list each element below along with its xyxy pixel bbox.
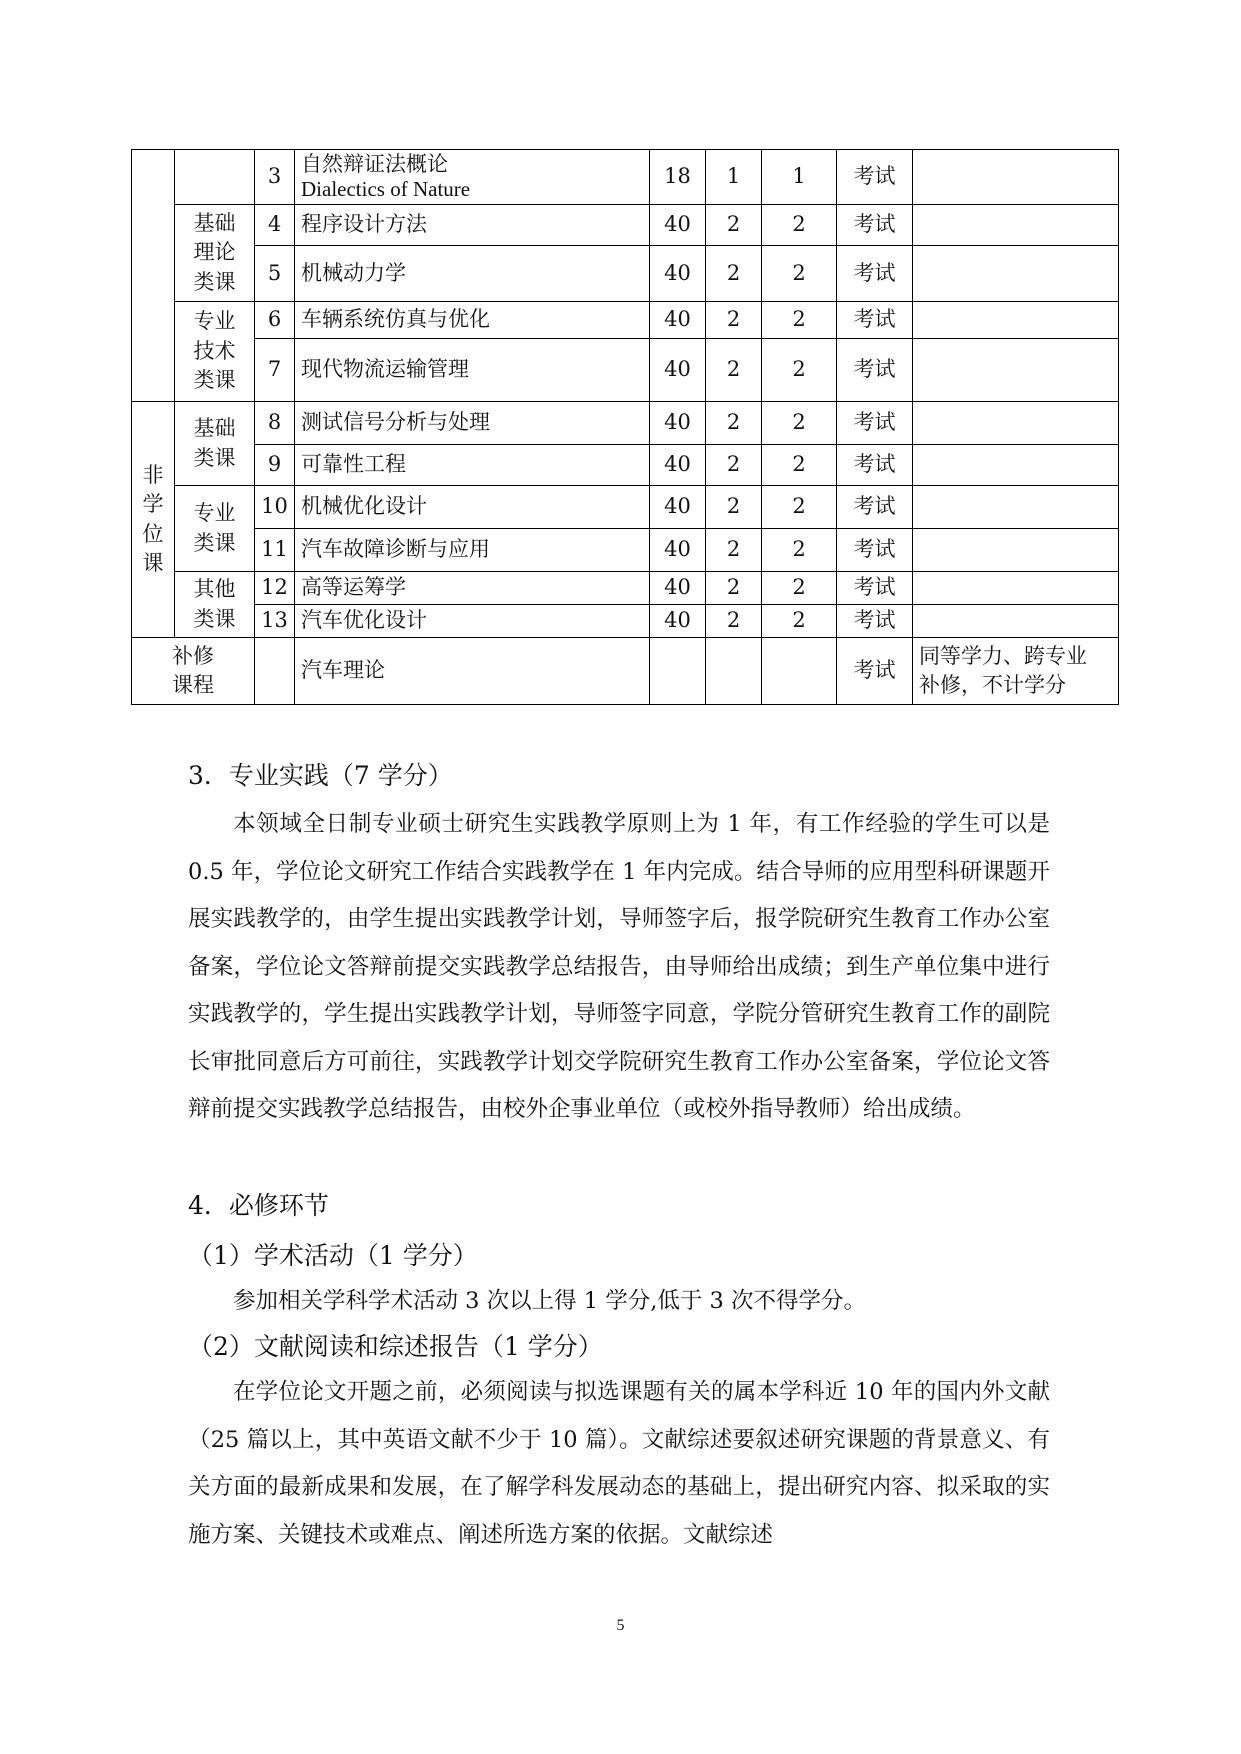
course-assessment: 考试 bbox=[837, 205, 913, 246]
section-3-paragraph: 本领域全日制专业硕士研究生实践教学原则上为 1 年，有工作经验的学生可以是 0.5 年，学位论文研究工作结合实践教学在 1 年内完成。结合导师的应用型科研课题开展实践教学的，由学生提出实践教学计划，导师签字后，报学院研究生教育工作办公室备案，学位论文答辩前提交实践教学总结报告，由导师给出成绩；到生产单位集中进行实践教学的，学生提出实践教学计划，导师签字同意，学院分管研究生教育工作的副院长审批同意后方可前往，实践教学计划交学院研究生教育工作办公室备案，学位论文答辩前提交实践教学总结报告，由校外企事业单位（或校外指导教师）给出成绩。 bbox=[188, 811, 1050, 1122]
course-semester: 2 bbox=[762, 302, 837, 339]
course-no: 9 bbox=[255, 445, 295, 486]
table-row bbox=[132, 572, 1119, 605]
course-semester: 2 bbox=[762, 529, 837, 572]
category-makeup: 补修 课程 bbox=[132, 638, 255, 705]
course-assessment: 考试 bbox=[837, 339, 913, 402]
course-assessment: 考试 bbox=[837, 529, 913, 572]
course-no: 7 bbox=[255, 339, 295, 402]
table-row bbox=[132, 205, 1119, 246]
course-credits: 1 bbox=[706, 150, 762, 205]
course-assessment: 考试 bbox=[837, 402, 913, 445]
course-credits: 2 bbox=[706, 205, 762, 246]
category-professional-tech: 专业 技术 类课 bbox=[175, 302, 255, 402]
course-note bbox=[913, 150, 1119, 205]
course-note bbox=[913, 339, 1119, 402]
course-note bbox=[913, 402, 1119, 445]
course-hours: 40 bbox=[650, 445, 706, 486]
course-name: 机械动力学 bbox=[295, 246, 650, 302]
course-note bbox=[913, 246, 1119, 302]
course-assessment: 考试 bbox=[837, 572, 913, 605]
course-semester: 2 bbox=[762, 246, 837, 302]
course-credits: 2 bbox=[706, 529, 762, 572]
section-4-heading: 4．必修环节 bbox=[188, 1191, 329, 1220]
subsection-1-text: 参加相关学科学术活动 3 次以上得 1 学分,低于 3 次不得学分。 bbox=[233, 1288, 867, 1314]
course-assessment: 考试 bbox=[837, 445, 913, 486]
course-name: 测试信号分析与处理 bbox=[295, 402, 650, 445]
course-name: 可靠性工程 bbox=[295, 445, 650, 486]
course-note: 同等学力、跨专业 补修，不计学分 bbox=[913, 638, 1119, 705]
course-hours: 40 bbox=[650, 529, 706, 572]
course-semester: 2 bbox=[762, 402, 837, 445]
table-row bbox=[132, 486, 1119, 529]
course-hours: 40 bbox=[650, 572, 706, 605]
course-credits: 2 bbox=[706, 246, 762, 302]
category-other: 其他 类课 bbox=[175, 572, 255, 638]
course-semester: 2 bbox=[762, 486, 837, 529]
group-cell-degree bbox=[132, 150, 175, 402]
course-credits: 2 bbox=[706, 402, 762, 445]
course-name: 车辆系统仿真与优化 bbox=[295, 302, 650, 339]
table-row bbox=[132, 445, 1119, 486]
course-semester: 2 bbox=[762, 205, 837, 246]
table-row bbox=[132, 339, 1119, 402]
course-no: 12 bbox=[255, 572, 295, 605]
course-assessment: 考试 bbox=[837, 605, 913, 638]
course-credits: 2 bbox=[706, 572, 762, 605]
course-hours: 40 bbox=[650, 402, 706, 445]
table-row bbox=[132, 402, 1119, 445]
section-3-heading: 3．专业实践（7 学分） bbox=[188, 761, 453, 790]
course-credits: 2 bbox=[706, 339, 762, 402]
course-hours: 40 bbox=[650, 302, 706, 339]
category-basic: 基础 类课 bbox=[175, 402, 255, 486]
course-no: 11 bbox=[255, 529, 295, 572]
course-no bbox=[255, 638, 295, 705]
course-assessment: 考试 bbox=[837, 638, 913, 705]
course-assessment: 考试 bbox=[837, 486, 913, 529]
course-name: 高等运筹学 bbox=[295, 572, 650, 605]
course-hours: 40 bbox=[650, 339, 706, 402]
course-hours: 40 bbox=[650, 605, 706, 638]
course-name-en: Dialectics of Nature bbox=[301, 177, 471, 201]
category-professional: 专业 类课 bbox=[175, 486, 255, 572]
course-credits: 2 bbox=[706, 445, 762, 486]
course-name bbox=[295, 150, 650, 205]
course-assessment: 考试 bbox=[837, 246, 913, 302]
table-row bbox=[132, 638, 1119, 705]
course-no: 13 bbox=[255, 605, 295, 638]
course-assessment: 考试 bbox=[837, 302, 913, 339]
course-hours: 40 bbox=[650, 486, 706, 529]
table-row bbox=[132, 529, 1119, 572]
course-assessment: 考试 bbox=[837, 150, 913, 205]
course-semester: 2 bbox=[762, 339, 837, 402]
subsection-2-text: 在学位论文开题之前，必须阅读与拟选课题有关的属本学科近 10 年的国内外文献（25 篇以上，其中英语文献不少于 10 篇）。文献综述要叙述研究课题的背景意义、有关方面的最新成果和发展，在了解学科发展动态的基础上，提出研究内容、拟采取的实施方案、关键技术或难点、阐述所选方案的依据。文献综述 bbox=[188, 1379, 1050, 1548]
course-note bbox=[913, 486, 1119, 529]
course-note bbox=[913, 302, 1119, 339]
course-credits bbox=[706, 638, 762, 705]
course-note bbox=[913, 205, 1119, 246]
course-semester bbox=[762, 638, 837, 705]
course-name: 机械优化设计 bbox=[295, 486, 650, 529]
course-hours: 40 bbox=[650, 205, 706, 246]
subsection-1-heading: （1）学术活动（1 学分） bbox=[188, 1241, 478, 1270]
course-hours: 18 bbox=[650, 150, 706, 205]
course-credits: 2 bbox=[706, 605, 762, 638]
subsection-2-heading: （2）文献阅读和综述报告（1 学分） bbox=[188, 1332, 603, 1361]
course-semester: 2 bbox=[762, 572, 837, 605]
course-name: 汽车优化设计 bbox=[295, 605, 650, 638]
course-semester: 1 bbox=[762, 150, 837, 205]
course-no: 5 bbox=[255, 246, 295, 302]
course-hours: 40 bbox=[650, 246, 706, 302]
course-credits: 2 bbox=[706, 486, 762, 529]
course-table bbox=[131, 149, 1119, 705]
table-row bbox=[132, 150, 1119, 205]
course-note bbox=[913, 445, 1119, 486]
course-name: 程序设计方法 bbox=[295, 205, 650, 246]
table-row bbox=[132, 605, 1119, 638]
table-row bbox=[132, 246, 1119, 302]
course-name: 现代物流运输管理 bbox=[295, 339, 650, 402]
course-semester: 2 bbox=[762, 445, 837, 486]
course-hours bbox=[650, 638, 706, 705]
page-number: 5 bbox=[616, 1617, 625, 1634]
course-no: 4 bbox=[255, 205, 295, 246]
table-row bbox=[132, 302, 1119, 339]
course-no: 8 bbox=[255, 402, 295, 445]
course-name: 汽车理论 bbox=[295, 638, 650, 705]
course-note bbox=[913, 529, 1119, 572]
course-note bbox=[913, 605, 1119, 638]
course-note bbox=[913, 572, 1119, 605]
group-non-degree: 非 学 位 课 bbox=[132, 402, 175, 638]
course-name: 汽车故障诊断与应用 bbox=[295, 529, 650, 572]
course-no: 10 bbox=[255, 486, 295, 529]
category-basic-theory: 基础 理论 类课 bbox=[175, 205, 255, 302]
course-credits: 2 bbox=[706, 302, 762, 339]
course-no: 6 bbox=[255, 302, 295, 339]
course-no: 3 bbox=[255, 150, 295, 205]
category-cell-empty bbox=[175, 150, 255, 205]
course-semester: 2 bbox=[762, 605, 837, 638]
course-name-cn: 自然辩证法概论 bbox=[301, 151, 448, 176]
